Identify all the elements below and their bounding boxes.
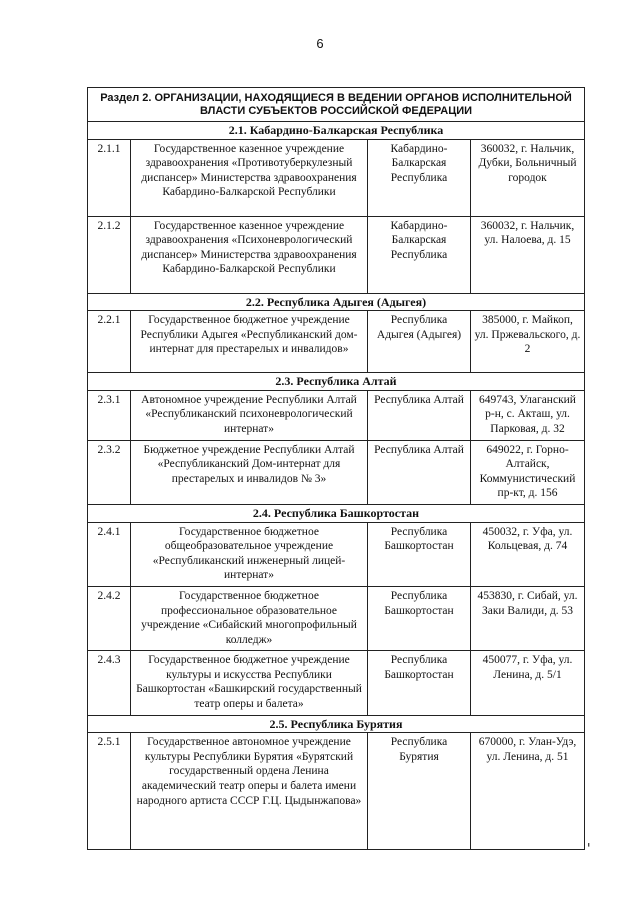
subsection-title: 2.4. Республика Башкортостан	[88, 504, 585, 522]
row-number: 2.1.2	[88, 216, 131, 293]
row-number: 2.4.2	[88, 586, 131, 650]
row-number: 2.3.2	[88, 440, 131, 504]
organization-name: Государственное автономное учреждение культуры Республики Бурятия «Бурятский государственный ордена Ленина академический театр оперы и балета имени народного артиста СССР Г.Ц. Цыдынжапова»	[131, 733, 368, 850]
section-header-row	[88, 88, 585, 122]
table-row	[88, 651, 585, 715]
row-number: 2.3.1	[88, 390, 131, 440]
address: 360032, г. Нальчик, Дубки, Больничный городок	[471, 139, 585, 216]
row-number: 2.1.1	[88, 139, 131, 216]
row-number: 2.2.1	[88, 311, 131, 373]
row-number: 2.4.3	[88, 651, 131, 715]
organization-name: Государственное бюджетное общеобразовательное учреждение «Республиканский инженерный лицей-интернат»	[131, 522, 368, 586]
address: 453830, г. Сибай, ул. Заки Валиди, д. 53	[471, 586, 585, 650]
region: Республика Адыгея (Адыгея)	[368, 311, 471, 373]
organization-name: Государственное бюджетное профессиональное образовательное учреждение «Сибайский многопрофильный колледж»	[131, 586, 368, 650]
table-row	[88, 390, 585, 440]
organization-name: Государственное казенное учреждение здравоохранения «Психоневрологический диспансер» Министерства здравоохранения Кабардино-Балкарской Республики	[131, 216, 368, 293]
region: Республика Алтай	[368, 390, 471, 440]
region: Республика Башкортостан	[368, 586, 471, 650]
address: 649743, Улаганский р-н, с. Акташ, ул. Парковая, д. 32	[471, 390, 585, 440]
address: 670000, г. Улан-Удэ, ул. Ленина, д. 51	[471, 733, 585, 850]
address: 385000, г. Майкоп, ул. Пржевальского, д. 2	[471, 311, 585, 373]
subsection-title: 2.5. Республика Бурятия	[88, 715, 585, 733]
organizations-table	[87, 87, 585, 850]
page-number: 6	[316, 36, 324, 51]
table-row	[88, 139, 585, 216]
region: Республика Алтай	[368, 440, 471, 504]
subsection-header-row	[88, 373, 585, 391]
organization-name: Государственное казенное учреждение здравоохранения «Противотуберкулезный диспансер» Министерства здравоохранения Кабардино-Балкарской Республики	[131, 139, 368, 216]
subsection-title: 2.1. Кабардино-Балкарская Республика	[88, 122, 585, 140]
organization-name: Государственное бюджетное учреждение Республики Адыгея «Республиканский дом-интернат для престарелых и инвалидов»	[131, 311, 368, 373]
address: 360032, г. Нальчик, ул. Налоева, д. 15	[471, 216, 585, 293]
row-number: 2.4.1	[88, 522, 131, 586]
address: 450032, г. Уфа, ул. Кольцевая, д. 74	[471, 522, 585, 586]
region: Республика Бурятия	[368, 733, 471, 850]
section-title: Раздел 2. ОРГАНИЗАЦИИ, НАХОДЯЩИЕСЯ В ВЕДЕНИИ ОРГАНОВ ИСПОЛНИТЕЛЬНОЙ ВЛАСТИ СУБЪЕКТОВ РОССИЙСКОЙ ФЕДЕРАЦИИ	[88, 88, 585, 122]
subsection-header-row	[88, 504, 585, 522]
subsection-title: 2.2. Республика Адыгея (Адыгея)	[88, 293, 585, 311]
region: Республика Башкортостан	[368, 651, 471, 715]
subsection-header-row	[88, 715, 585, 733]
organization-name: Автономное учреждение Республики Алтай «Республиканский психоневрологический интернат»	[131, 390, 368, 440]
address: 450077, г. Уфа, ул. Ленина, д. 5/1	[471, 651, 585, 715]
table-row	[88, 440, 585, 504]
organization-name: Бюджетное учреждение Республики Алтай «Республиканский Дом-интернат для престарелых и инвалидов № 3»	[131, 440, 368, 504]
subsection-header-row	[88, 293, 585, 311]
organization-name: Государственное бюджетное учреждение культуры и искусства Республики Башкортостан «Башкирский государственный театр оперы и балета»	[131, 651, 368, 715]
subsection-header-row	[88, 122, 585, 140]
table-row	[88, 733, 585, 850]
subsection-title: 2.3. Республика Алтай	[88, 373, 585, 391]
table-row	[88, 522, 585, 586]
region: Республика Башкортостан	[368, 522, 471, 586]
table-row	[88, 311, 585, 373]
table-row	[88, 586, 585, 650]
region: Кабардино-Балкарская Республика	[368, 216, 471, 293]
row-number: 2.5.1	[88, 733, 131, 850]
table-row	[88, 216, 585, 293]
region: Кабардино-Балкарская Республика	[368, 139, 471, 216]
address: 649022, г. Горно-Алтайск, Коммунистический пр-кт, д. 156	[471, 440, 585, 504]
